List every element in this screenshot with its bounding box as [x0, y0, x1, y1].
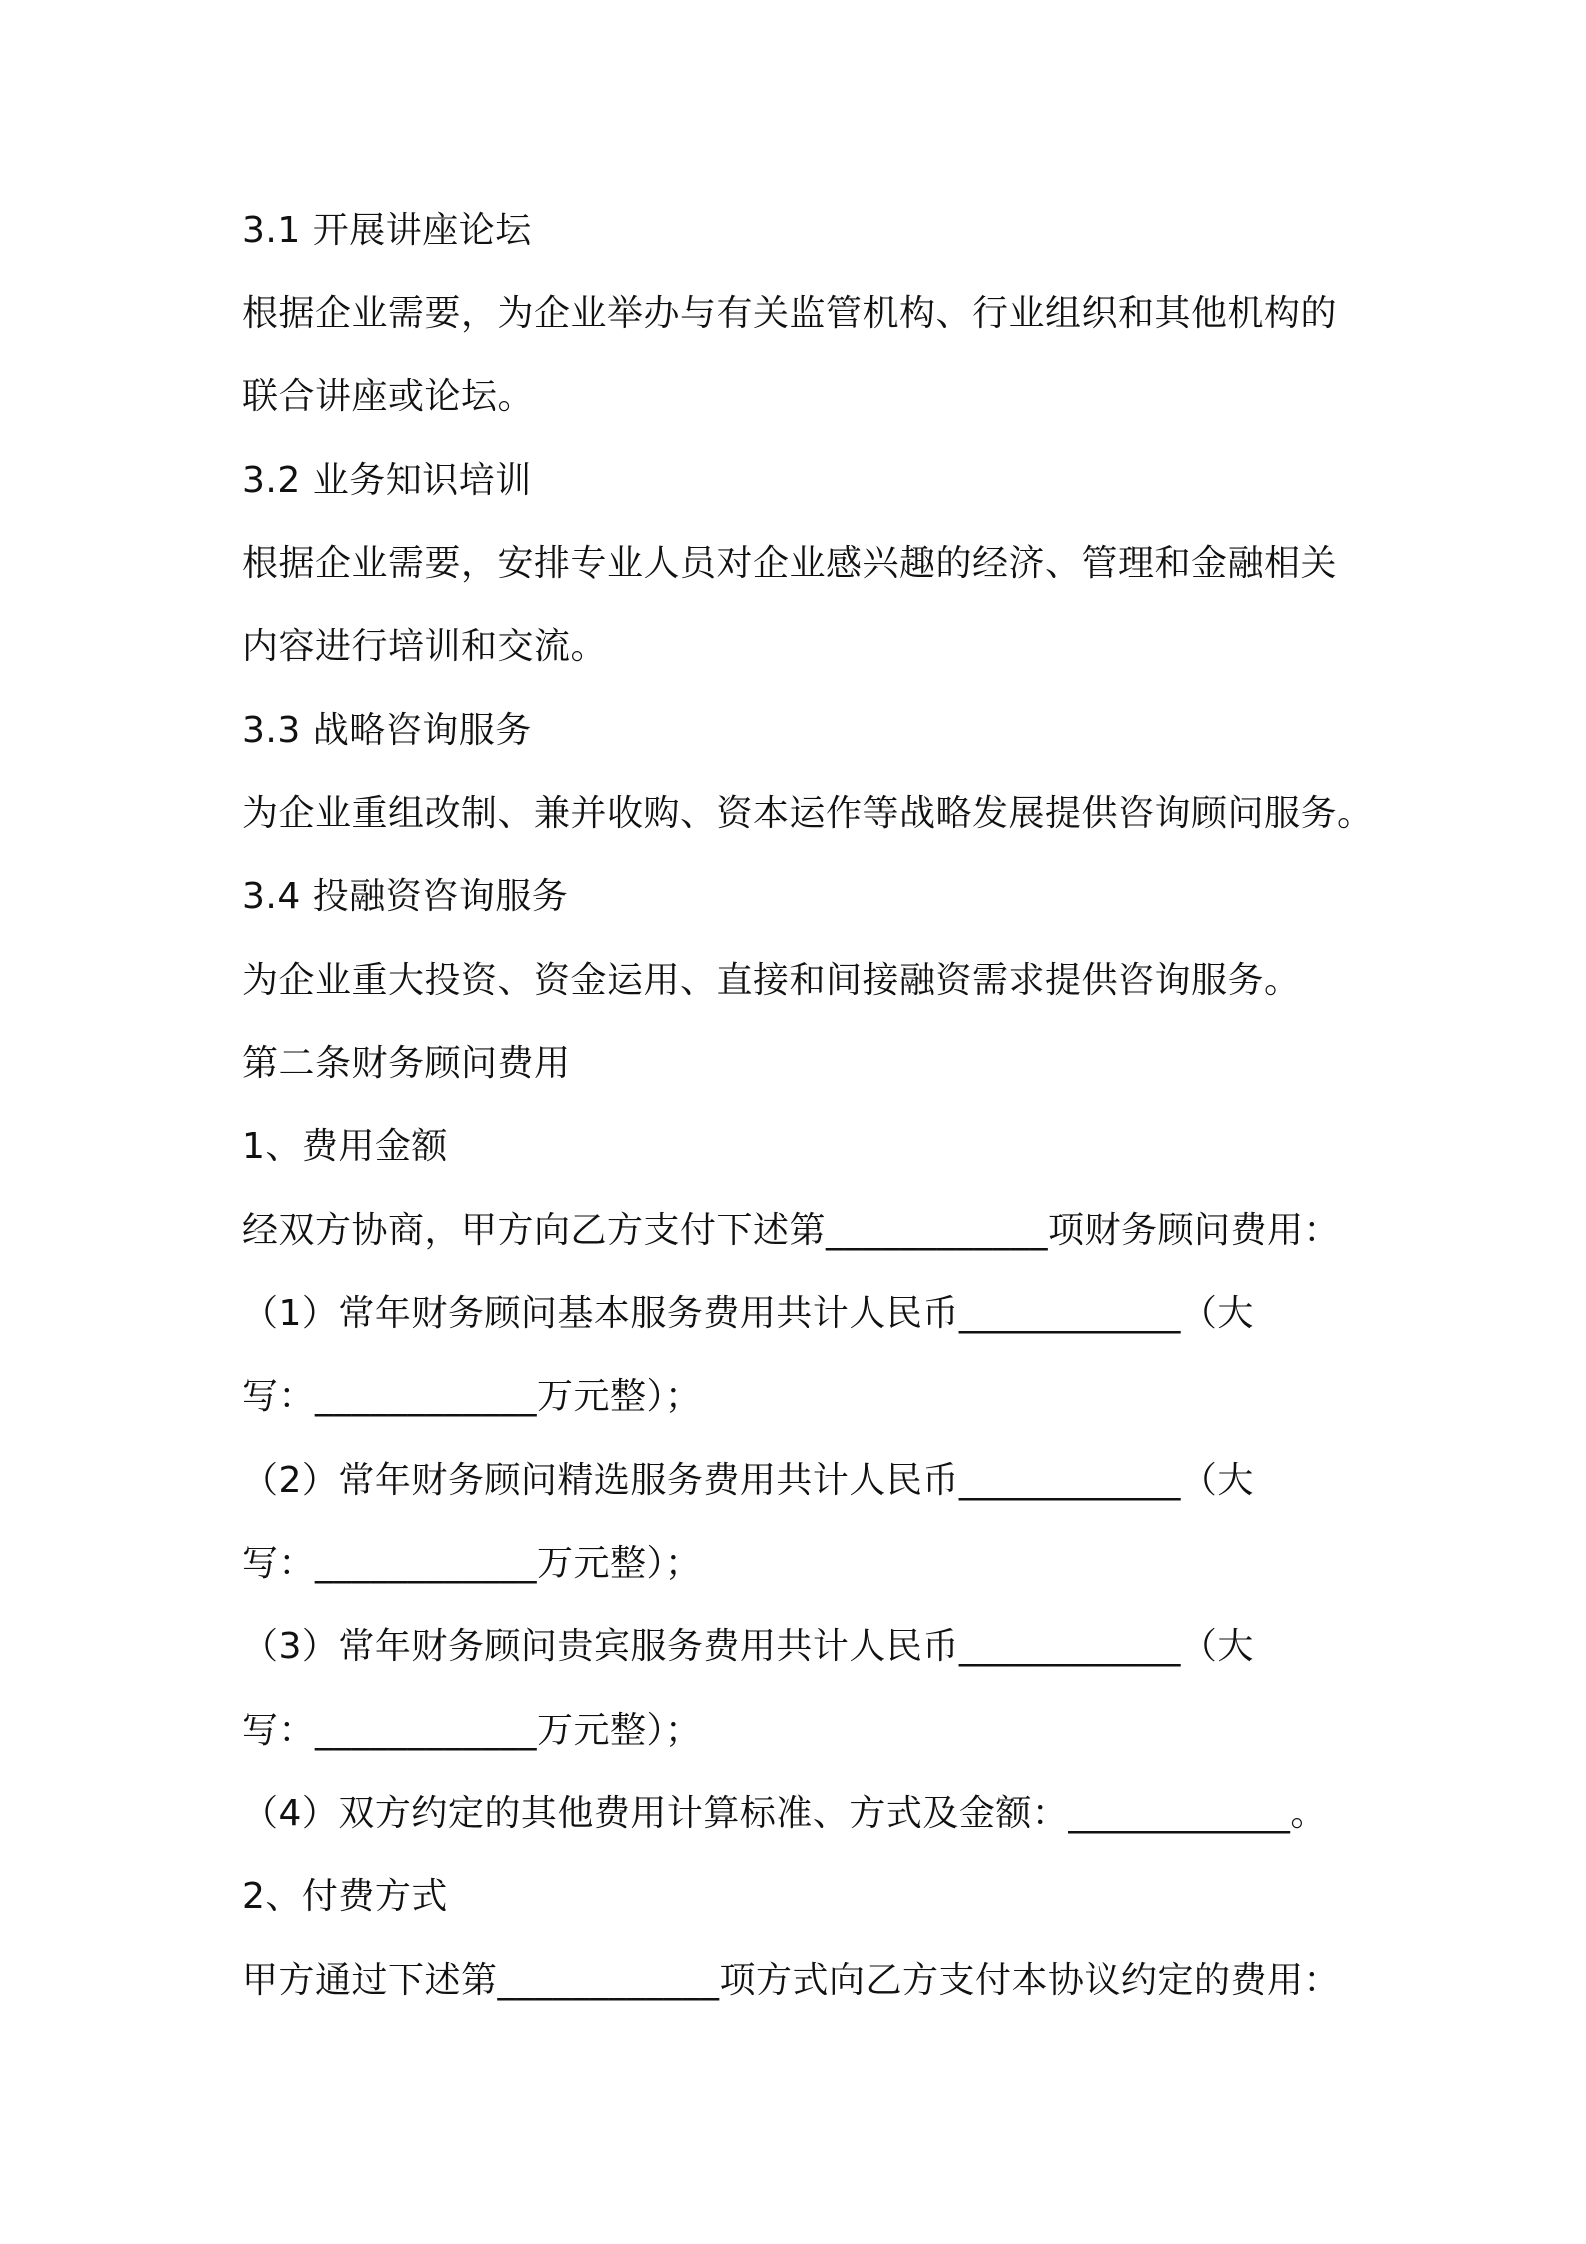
article-heading: 第二条财务顾问费用 — [242, 1043, 571, 1084]
paragraph-line: 联合讲座或论坛。 — [242, 376, 535, 417]
subheading-fee-amount: 1、费用金额 — [242, 1126, 448, 1167]
section-heading-3-4: 3.4 投融资咨询服务 — [242, 876, 569, 917]
paragraph-line: 经双方协商，甲方向乙方支付下述第____________项财务顾问费用： — [242, 1210, 1341, 1251]
fee-item-2-cont: 写：____________万元整）； — [242, 1543, 702, 1584]
section-heading-3-3: 3.3 战略咨询服务 — [242, 710, 532, 751]
fee-item-1-cont: 写：____________万元整）； — [242, 1376, 702, 1417]
paragraph-line: 根据企业需要，为企业举办与有关监管机构、行业组织和其他机构的 — [242, 293, 1338, 334]
fee-item-3-cont: 写：____________万元整）； — [242, 1710, 702, 1751]
paragraph-line: 为企业重组改制、兼并收购、资本运作等战略发展提供咨询顾问服务。 — [242, 793, 1374, 834]
paragraph-line: 甲方通过下述第____________项方式向乙方支付本协议约定的费用： — [242, 1960, 1341, 2001]
fee-item-2: （2）常年财务顾问精选服务费用共计人民币____________（大 — [242, 1460, 1254, 1501]
fee-item-1: （1）常年财务顾问基本服务费用共计人民币____________（大 — [242, 1293, 1254, 1334]
fee-item-4: （4）双方约定的其他费用计算标准、方式及金额：____________。 — [242, 1793, 1327, 1834]
subheading-payment-method: 2、付费方式 — [242, 1876, 448, 1917]
paragraph-line: 内容进行培训和交流。 — [242, 626, 608, 667]
paragraph-line: 为企业重大投资、资金运用、直接和间接融资需求提供咨询服务。 — [242, 960, 1301, 1001]
paragraph-line: 根据企业需要，安排专业人员对企业感兴趣的经济、管理和金融相关 — [242, 543, 1338, 584]
fee-item-3: （3）常年财务顾问贵宾服务费用共计人民币____________（大 — [242, 1626, 1254, 1667]
section-heading-3-2: 3.2 业务知识培训 — [242, 460, 532, 501]
section-heading-3-1: 3.1 开展讲座论坛 — [242, 210, 532, 251]
